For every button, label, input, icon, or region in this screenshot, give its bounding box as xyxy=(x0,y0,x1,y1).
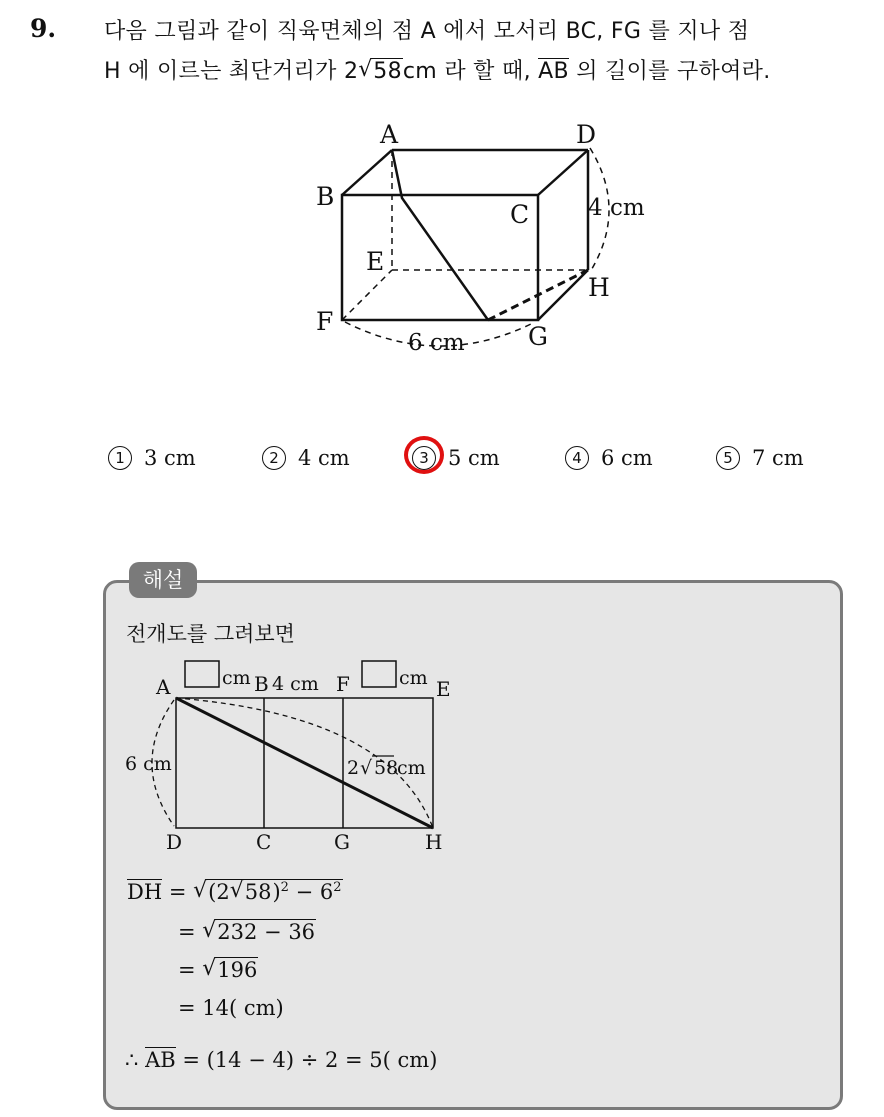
solution-intro: 전개도를 그려보면 xyxy=(126,622,295,646)
net-side-label: 6 cm xyxy=(125,753,172,775)
solution-tag: 해설 xyxy=(129,562,197,598)
equals: = xyxy=(178,920,196,944)
sqrt-expression xyxy=(202,920,316,944)
diag-root-sign: √ xyxy=(360,757,373,779)
label-a: A xyxy=(380,120,399,149)
blank-unit-1: cm xyxy=(222,667,251,689)
net-label-c: C xyxy=(256,830,272,854)
segment-ab-final: AB xyxy=(145,1048,176,1072)
minus-term: − 6 xyxy=(288,880,334,904)
diag-radicand: 58 xyxy=(374,757,399,779)
blank-unit-2: cm xyxy=(399,667,428,689)
label-e: E xyxy=(366,247,385,276)
choice-number: 2 xyxy=(262,446,286,470)
step-3 xyxy=(178,958,258,982)
question-text-line1: 다음 그림과 같이 직육면체의 점 A 에서 모서리 BC, FG 를 지나 점 xyxy=(104,19,750,44)
segment-ab: AB xyxy=(538,59,569,84)
label-d: D xyxy=(576,120,597,149)
net-label-e: E xyxy=(436,677,451,701)
exponent: 2 xyxy=(280,880,289,895)
net-label-b: B xyxy=(254,672,269,696)
net-label-g: G xyxy=(334,830,350,854)
final-expression: = (14 − 4) ÷ 2 = 5( cm) xyxy=(175,1048,438,1072)
choice-text: 4 cm xyxy=(298,446,350,470)
height-label: 4 cm xyxy=(588,195,645,221)
inner-radicand: 58 xyxy=(244,880,272,904)
radicand: 232 − 36 xyxy=(217,920,316,944)
choice-number: 1 xyxy=(108,446,132,470)
radicand: 196 xyxy=(217,958,258,982)
width-label: 6 cm xyxy=(408,330,465,356)
step-1 xyxy=(127,880,343,904)
equals: = xyxy=(178,958,196,982)
final-step xyxy=(125,1048,437,1072)
label-c: C xyxy=(510,200,530,229)
blank-box-2 xyxy=(362,661,396,687)
radicand: 58 xyxy=(373,59,402,84)
question-number: 9. xyxy=(30,14,57,43)
net-mid-label: 4 cm xyxy=(272,673,319,695)
label-h: H xyxy=(588,273,610,302)
choice-text: 3 cm xyxy=(144,446,196,470)
choice-text: 7 cm xyxy=(752,446,804,470)
unit: cm xyxy=(402,59,438,84)
inner-sqrt xyxy=(230,880,273,904)
question-text-mid: 라 할 때, xyxy=(437,59,539,84)
equals: = xyxy=(168,880,187,904)
step-2 xyxy=(178,920,316,944)
diag-unit: cm xyxy=(397,757,426,779)
outer-radicand xyxy=(207,879,342,904)
paren-close: ) xyxy=(272,880,281,904)
paren-open: (2 xyxy=(208,880,230,904)
choice-number: 5 xyxy=(716,446,740,470)
sqrt-expression xyxy=(202,958,258,982)
question-text-after: 의 길이를 구하여라. xyxy=(568,59,771,84)
label-b: B xyxy=(316,182,335,211)
exponent-2: 2 xyxy=(333,880,342,895)
choice-number: 3 xyxy=(412,446,436,470)
segment-dh: DH xyxy=(127,880,163,904)
therefore-symbol: ∴ xyxy=(125,1048,139,1072)
net-label-a: A xyxy=(156,675,171,699)
net-label-h: H xyxy=(425,830,443,854)
choice-text: 5 cm xyxy=(448,446,500,470)
net-label-f: F xyxy=(336,672,350,696)
step-4 xyxy=(178,996,284,1020)
choice-text: 6 cm xyxy=(601,446,653,470)
label-g: G xyxy=(528,322,548,351)
blank-box-1 xyxy=(185,661,219,687)
choice-number: 4 xyxy=(565,446,589,470)
label-f: F xyxy=(316,307,334,336)
result-value: 14( cm) xyxy=(202,996,284,1020)
equals: = xyxy=(178,996,196,1020)
question-text-before: H 에 이르는 최단거리가 2 xyxy=(104,59,359,84)
net-label-d: D xyxy=(166,830,183,854)
diag-coef: 2 xyxy=(347,757,360,779)
outer-sqrt xyxy=(193,880,342,904)
